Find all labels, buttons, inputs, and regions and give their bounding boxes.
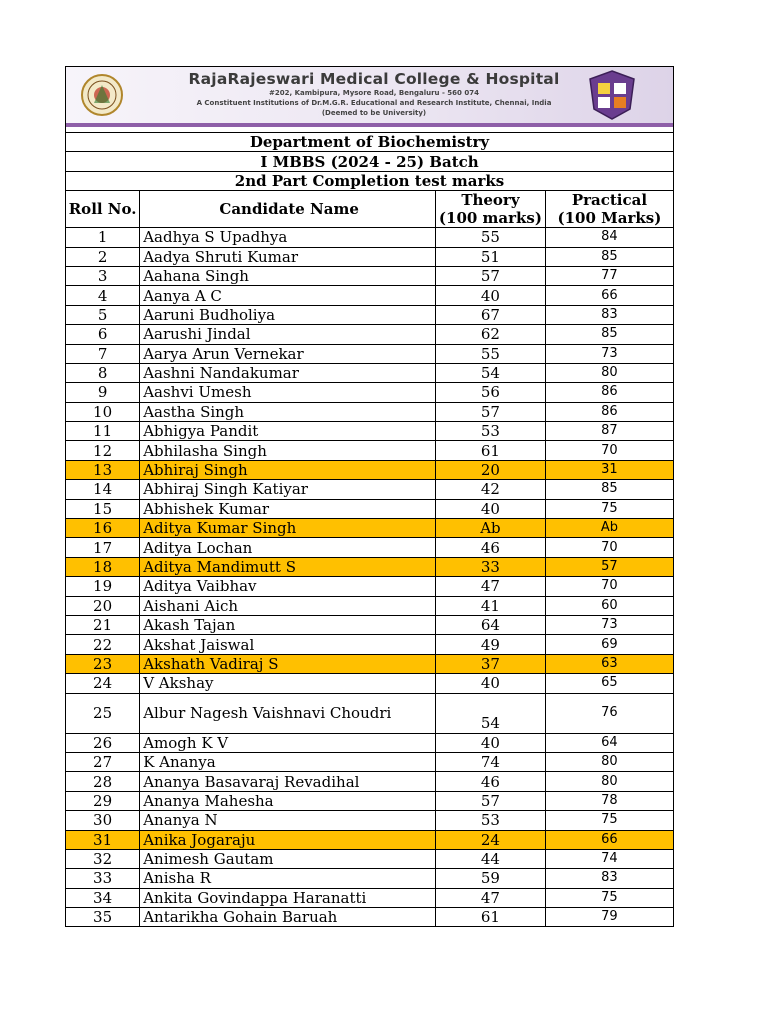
roll-number: 22 [66,635,140,654]
candidate-name: V Akshay [140,674,436,693]
candidate-name: Aanya A C [140,286,436,305]
practical-mark: 69 [545,635,673,654]
candidate-name: Aadya Shruti Kumar [140,247,436,266]
practical-mark: 66 [545,830,673,849]
student-row [66,888,674,907]
theory-mark: 51 [436,247,546,266]
practical-header-title: Practical [571,191,648,210]
roll-number: 20 [66,596,140,615]
student-row [66,286,674,305]
student-row [66,480,674,499]
roll-number: 19 [66,577,140,596]
roll-number: 13 [66,460,140,479]
candidate-name: Aashvi Umesh [140,383,436,402]
candidate-name: Animesh Gautam [140,849,436,868]
roll-number: 12 [66,441,140,460]
name-header: Candidate Name [140,191,436,228]
college-address: #202, Kambipura, Mysore Road, Bengaluru - 560 074 [269,89,479,97]
test-title-row [66,171,674,190]
theory-mark: 57 [436,402,546,421]
theory-mark: 37 [436,654,546,673]
student-row [66,791,674,810]
theory-header [436,191,546,228]
candidate-name: Abhishek Kumar [140,499,436,518]
theory-mark: 55 [436,344,546,363]
theory-mark: 53 [436,422,546,441]
theory-mark: 40 [436,674,546,693]
roll-number: 5 [66,305,140,324]
student-row [66,422,674,441]
student-row [66,849,674,868]
candidate-name: Abhilasha Singh [140,441,436,460]
student-row [66,733,674,752]
student-row [66,811,674,830]
candidate-name: Aastha Singh [140,402,436,421]
theory-mark: 54 [436,693,546,733]
theory-mark: 62 [436,325,546,344]
practical-mark: 66 [545,286,673,305]
roll-number: 24 [66,674,140,693]
college-emblem-icon [80,73,124,117]
candidate-name: Anisha R [140,869,436,888]
theory-mark: 44 [436,849,546,868]
candidate-name: Aashni Nandakumar [140,363,436,382]
roll-number: 31 [66,830,140,849]
candidate-name: Anika Jogaraju [140,830,436,849]
theory-header-title: Theory [461,191,520,210]
practical-mark: 87 [545,422,673,441]
student-row [66,344,674,363]
theory-mark: 42 [436,480,546,499]
theory-mark: 61 [436,441,546,460]
practical-header [545,191,673,228]
theory-mark: 54 [436,363,546,382]
roll-number: 1 [66,228,140,247]
theory-mark: 46 [436,772,546,791]
student-row [66,752,674,771]
student-row [66,441,674,460]
candidate-name: Abhigya Pandit [140,422,436,441]
university-seal-icon [584,69,640,121]
theory-mark: 40 [436,499,546,518]
roll-number: 26 [66,733,140,752]
student-row [66,402,674,421]
practical-mark: 60 [545,596,673,615]
candidate-name: Ananya Mahesha [140,791,436,810]
batch-title-row [66,152,674,171]
roll-number: 16 [66,519,140,538]
practical-header-max: (100 Marks) [557,209,662,228]
student-row [66,596,674,615]
theory-mark: 46 [436,538,546,557]
candidate-name: Aarya Arun Vernekar [140,344,436,363]
student-row [66,363,674,382]
student-row [66,460,674,479]
marks-sheet [65,66,674,927]
practical-mark: 80 [545,752,673,771]
practical-mark: 79 [545,908,673,927]
theory-mark: 61 [436,908,546,927]
theory-mark: Ab [436,519,546,538]
candidate-name: Aaruni Budholiya [140,305,436,324]
student-row [66,305,674,324]
theory-mark: 57 [436,266,546,285]
theory-header-max: (100 marks) [438,209,542,228]
practical-mark: 77 [545,266,673,285]
theory-mark: 40 [436,286,546,305]
theory-mark: 64 [436,615,546,634]
batch-title: I MBBS (2024 - 25) Batch [66,152,674,171]
roll-number: 3 [66,266,140,285]
roll-number: 11 [66,422,140,441]
practical-mark: 63 [545,654,673,673]
roll-number: 35 [66,908,140,927]
student-row [66,674,674,693]
roll-number: 9 [66,383,140,402]
student-row [66,869,674,888]
practical-mark: 70 [545,538,673,557]
student-row [66,693,674,733]
candidate-name: Ananya N [140,811,436,830]
college-banner [65,66,674,123]
student-row [66,635,674,654]
student-row [66,247,674,266]
practical-mark: 78 [545,791,673,810]
marks-table [65,132,674,927]
department-title-row [66,133,674,152]
candidate-name: K Ananya [140,752,436,771]
student-row [66,654,674,673]
roll-number: 28 [66,772,140,791]
practical-mark: 57 [545,557,673,576]
student-row [66,499,674,518]
student-row [66,325,674,344]
theory-mark: 74 [436,752,546,771]
roll-number: 10 [66,402,140,421]
theory-mark: 24 [436,830,546,849]
practical-mark: 86 [545,383,673,402]
candidate-name: Abhiraj Singh [140,460,436,479]
practical-mark: 76 [545,693,673,733]
practical-mark: 64 [545,733,673,752]
practical-mark: 86 [545,402,673,421]
candidate-name: Aadhya S Upadhya [140,228,436,247]
practical-mark: 85 [545,247,673,266]
student-row [66,266,674,285]
roll-number: 4 [66,286,140,305]
theory-mark: 47 [436,888,546,907]
practical-mark: 80 [545,363,673,382]
roll-number: 17 [66,538,140,557]
roll-number: 27 [66,752,140,771]
practical-mark: 73 [545,615,673,634]
roll-number: 23 [66,654,140,673]
practical-mark: 74 [545,849,673,868]
roll-number: 6 [66,325,140,344]
department-title: Department of Biochemistry [66,133,674,152]
candidate-name: Aarushi Jindal [140,325,436,344]
candidate-name: Akash Tajan [140,615,436,634]
practical-mark: Ab [545,519,673,538]
college-name: RajaRajeswari Medical College & Hospital [188,70,560,88]
theory-mark: 47 [436,577,546,596]
student-row [66,228,674,247]
roll-number: 8 [66,363,140,382]
theory-mark: 40 [436,733,546,752]
practical-mark: 75 [545,499,673,518]
candidate-name: Aditya Lochan [140,538,436,557]
roll-number: 15 [66,499,140,518]
student-row [66,383,674,402]
theory-mark: 33 [436,557,546,576]
practical-mark: 83 [545,305,673,324]
candidate-name: Ankita Govindappa Haranatti [140,888,436,907]
roll-number: 32 [66,849,140,868]
practical-mark: 85 [545,325,673,344]
practical-mark: 65 [545,674,673,693]
candidate-name: Aditya Vaibhav [140,577,436,596]
candidate-name: Albur Nagesh Vaishnavi Choudri [140,693,436,733]
theory-mark: 41 [436,596,546,615]
roll-number: 25 [66,693,140,733]
candidate-name: Aishani Aich [140,596,436,615]
practical-mark: 80 [545,772,673,791]
candidate-name: Akshath Vadiraj S [140,654,436,673]
roll-number: 34 [66,888,140,907]
candidate-name: Amogh K V [140,733,436,752]
roll-number: 2 [66,247,140,266]
candidate-name: Ananya Basavaraj Revadihal [140,772,436,791]
candidate-name: Antarikha Gohain Baruah [140,908,436,927]
college-affiliation: A Constituent Institutions of Dr.M.G.R. Educational and Research Institute, Chennai, India [196,99,552,107]
roll-number: 30 [66,811,140,830]
practical-mark: 73 [545,344,673,363]
column-header-row [66,191,674,228]
candidate-name: Aahana Singh [140,266,436,285]
student-row [66,772,674,791]
candidate-name: Akshat Jaiswal [140,635,436,654]
college-deemed: (Deemed to be University) [321,109,427,117]
roll-number: 33 [66,869,140,888]
candidate-name: Aditya Mandimutt S [140,557,436,576]
theory-mark: 20 [436,460,546,479]
student-row [66,615,674,634]
roll-number: 7 [66,344,140,363]
theory-mark: 55 [436,228,546,247]
theory-mark: 53 [436,811,546,830]
practical-mark: 84 [545,228,673,247]
roll-number: 29 [66,791,140,810]
student-row [66,557,674,576]
roll-number: 18 [66,557,140,576]
roll-header: Roll No. [66,191,140,228]
theory-mark: 49 [436,635,546,654]
student-row [66,538,674,557]
theory-mark: 56 [436,383,546,402]
theory-mark: 59 [436,869,546,888]
student-row [66,908,674,927]
roll-number: 21 [66,615,140,634]
student-row [66,830,674,849]
student-row [66,519,674,538]
practical-mark: 31 [545,460,673,479]
candidate-name: Abhiraj Singh Katiyar [140,480,436,499]
practical-mark: 70 [545,441,673,460]
candidate-name: Aditya Kumar Singh [140,519,436,538]
theory-mark: 57 [436,791,546,810]
practical-mark: 70 [545,577,673,596]
student-row [66,577,674,596]
practical-mark: 75 [545,811,673,830]
roll-number: 14 [66,480,140,499]
theory-mark: 67 [436,305,546,324]
practical-mark: 75 [545,888,673,907]
test-title: 2nd Part Completion test marks [66,171,674,190]
practical-mark: 85 [545,480,673,499]
practical-mark: 83 [545,869,673,888]
